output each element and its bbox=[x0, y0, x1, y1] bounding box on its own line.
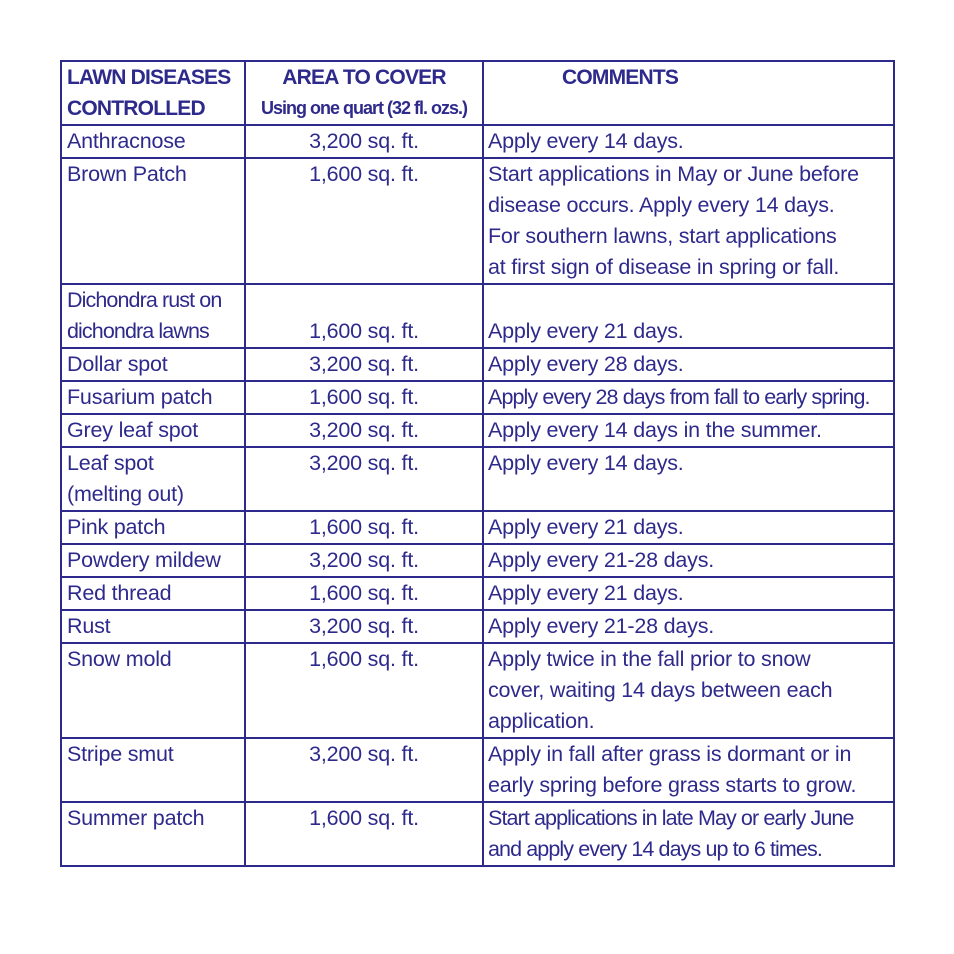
cell-comment: Apply every 14 days. bbox=[483, 447, 894, 511]
lawn-disease-table-container bbox=[60, 60, 893, 867]
cell-comment: Apply every 21 days. bbox=[483, 511, 894, 544]
cell-comment: Apply twice in the fall prior to snow cover, waiting 14 days between each application. bbox=[483, 643, 894, 738]
cell-area: 1,600 sq. ft. bbox=[245, 381, 483, 414]
cell-comment: Apply every 21 days. bbox=[483, 284, 894, 348]
cell-comment: Apply every 14 days in the summer. bbox=[483, 414, 894, 447]
table-row bbox=[61, 802, 894, 866]
cell-disease: Brown Patch bbox=[61, 158, 245, 284]
table-body bbox=[61, 125, 894, 866]
cell-area: 3,200 sq. ft. bbox=[245, 447, 483, 511]
cell-disease: Dichondra rust on dichondra lawns bbox=[61, 284, 245, 348]
cell-area: 1,600 sq. ft. bbox=[245, 511, 483, 544]
cell-area: 3,200 sq. ft. bbox=[245, 348, 483, 381]
cell-area: 3,200 sq. ft. bbox=[245, 414, 483, 447]
cell-disease: Stripe smut bbox=[61, 738, 245, 802]
table-row bbox=[61, 284, 894, 348]
table-row bbox=[61, 610, 894, 643]
table-row bbox=[61, 414, 894, 447]
header-area bbox=[245, 61, 483, 125]
cell-disease: Pink patch bbox=[61, 511, 245, 544]
header-area-line1: AREA TO COVER bbox=[282, 66, 446, 89]
table-row bbox=[61, 738, 894, 802]
cell-comment: Apply every 14 days. bbox=[483, 125, 894, 158]
cell-disease: Powdery mildew bbox=[61, 544, 245, 577]
cell-disease: Summer patch bbox=[61, 802, 245, 866]
header-diseases bbox=[61, 61, 245, 125]
table-row bbox=[61, 158, 894, 284]
cell-comment: Apply every 21-28 days. bbox=[483, 610, 894, 643]
table-row bbox=[61, 544, 894, 577]
table-header-row bbox=[61, 61, 894, 125]
table-row bbox=[61, 348, 894, 381]
cell-comment: Apply every 21 days. bbox=[483, 577, 894, 610]
header-comments: COMMENTS bbox=[483, 61, 894, 125]
cell-comment: Apply every 28 days from fall to early spring. bbox=[483, 381, 894, 414]
cell-area: 3,200 sq. ft. bbox=[245, 125, 483, 158]
cell-disease: Snow mold bbox=[61, 643, 245, 738]
cell-comment: Start applications in May or June before disease occurs. Apply every 14 days. For southern lawns, start applications at first sign of disease in spring or fall. bbox=[483, 158, 894, 284]
cell-area: 3,200 sq. ft. bbox=[245, 738, 483, 802]
cell-comment: Apply in fall after grass is dormant or in early spring before grass starts to grow. bbox=[483, 738, 894, 802]
cell-area: 3,200 sq. ft. bbox=[245, 544, 483, 577]
table-row bbox=[61, 643, 894, 738]
cell-area: 1,600 sq. ft. bbox=[245, 284, 483, 348]
table-row bbox=[61, 125, 894, 158]
table-row bbox=[61, 381, 894, 414]
cell-disease: Grey leaf spot bbox=[61, 414, 245, 447]
cell-area: 3,200 sq. ft. bbox=[245, 610, 483, 643]
lawn-disease-table bbox=[60, 60, 895, 867]
cell-disease: Anthracnose bbox=[61, 125, 245, 158]
cell-disease: Rust bbox=[61, 610, 245, 643]
cell-area: 1,600 sq. ft. bbox=[245, 577, 483, 610]
cell-disease: Leaf spot (melting out) bbox=[61, 447, 245, 511]
header-diseases-line2: CONTROLLED bbox=[67, 97, 205, 120]
table-row bbox=[61, 447, 894, 511]
cell-comment: Apply every 21-28 days. bbox=[483, 544, 894, 577]
header-area-line2: Using one quart (32 fl. ozs.) bbox=[260, 98, 468, 118]
cell-area: 1,600 sq. ft. bbox=[245, 802, 483, 866]
header-diseases-line1: LAWN DISEASES bbox=[67, 66, 231, 89]
cell-area: 1,600 sq. ft. bbox=[245, 643, 483, 738]
cell-disease: Fusarium patch bbox=[61, 381, 245, 414]
cell-comment: Apply every 28 days. bbox=[483, 348, 894, 381]
cell-area: 1,600 sq. ft. bbox=[245, 158, 483, 284]
table-row bbox=[61, 511, 894, 544]
cell-disease: Red thread bbox=[61, 577, 245, 610]
cell-disease: Dollar spot bbox=[61, 348, 245, 381]
table-row bbox=[61, 577, 894, 610]
cell-comment: Start applications in late May or early June and apply every 14 days up to 6 times. bbox=[483, 802, 894, 866]
